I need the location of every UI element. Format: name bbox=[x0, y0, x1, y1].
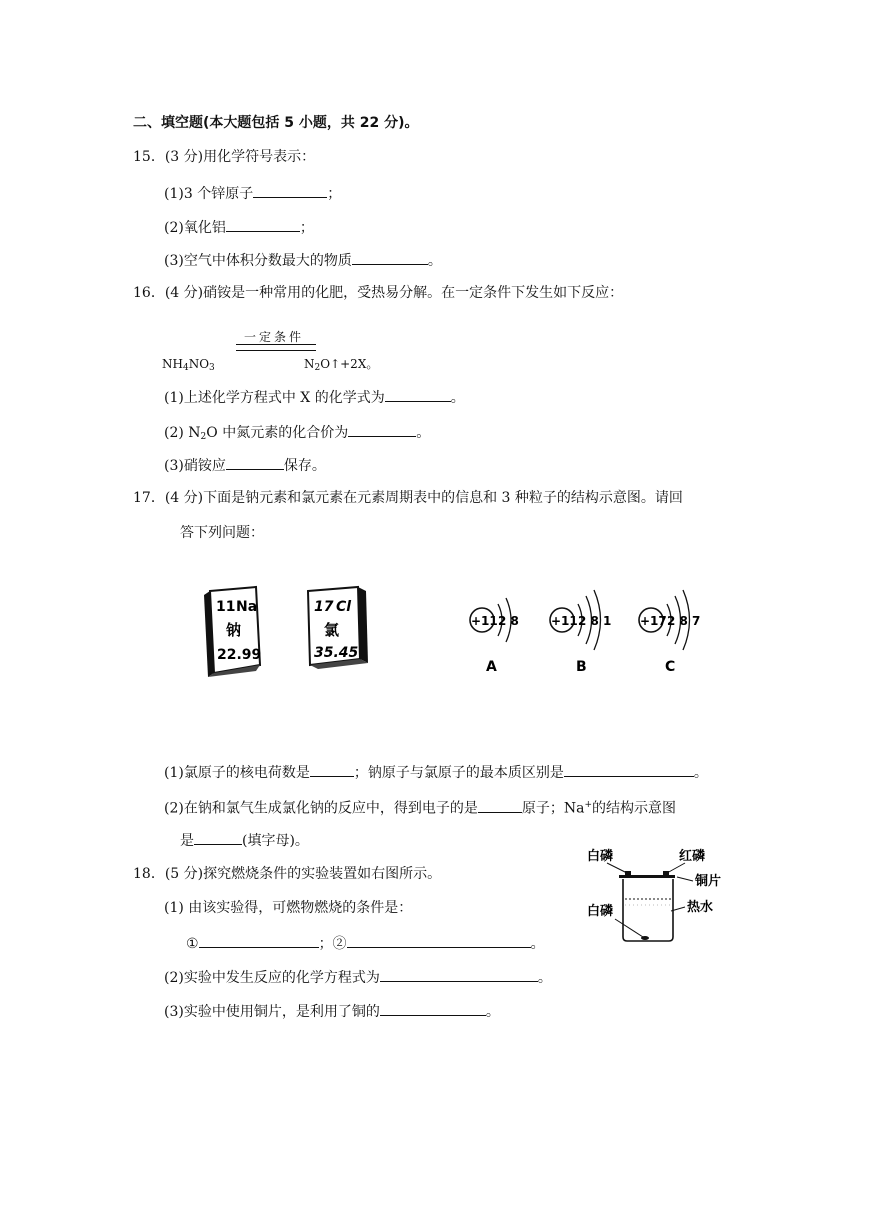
label-white-phosphorus-top: 白磷 bbox=[587, 849, 614, 864]
q17-part2-sup: + bbox=[584, 800, 592, 810]
q16-part1-text: (1)上述化学方程式中 X 的化学式为 bbox=[164, 390, 385, 406]
q16-reactant-b: NO bbox=[188, 357, 210, 371]
q17-part1 bbox=[164, 762, 708, 782]
q17-part1-a: (1)氯原子的核电荷数是 bbox=[164, 765, 310, 781]
q17-part1-blank1[interactable] bbox=[310, 762, 354, 777]
card-na-mass: 22.99 bbox=[217, 647, 262, 663]
q16-product-a: N bbox=[304, 357, 315, 371]
white-phosphorus-piece bbox=[625, 871, 631, 875]
q16-part2-a: (2) N bbox=[164, 425, 201, 441]
particle-a-diagram bbox=[470, 598, 519, 675]
particle-diagrams-figure bbox=[460, 582, 720, 678]
q17-part2 bbox=[164, 796, 676, 818]
q17-part2-b: 原子；Na bbox=[521, 800, 585, 817]
q15-part3 bbox=[164, 250, 442, 270]
q15-part1 bbox=[164, 183, 341, 203]
particle-c-shells: 2 8 7 bbox=[667, 614, 701, 628]
q17-part2-line2-b: (填字母)。 bbox=[242, 833, 309, 849]
q16-product-sub: 2 bbox=[314, 363, 321, 373]
q16-part1-end: 。 bbox=[450, 390, 465, 406]
q17-part2-a: (2)在钠和氯气生成氯化钠的反应中，得到电子的是 bbox=[164, 800, 478, 817]
particle-c-nucleus: +17 bbox=[640, 614, 667, 628]
particle-c-diagram bbox=[639, 590, 700, 675]
particle-b-nucleus: +11 bbox=[551, 614, 578, 628]
card-cl-symbol: Cl bbox=[336, 599, 352, 615]
q18-separator: ；② bbox=[318, 936, 347, 952]
combustion-apparatus-figure bbox=[585, 843, 745, 947]
q18-condition2-blank[interactable] bbox=[347, 933, 531, 948]
q16-reactant bbox=[162, 355, 215, 377]
q15-part3-text: (3)空气中体积分数最大的物质 bbox=[164, 253, 352, 269]
q16-part3 bbox=[164, 455, 326, 475]
q18-part3 bbox=[164, 1001, 500, 1021]
q18-part2 bbox=[164, 967, 552, 987]
q17-part1-b: ；钠原子与氯原子的最本质区别是 bbox=[353, 765, 564, 781]
label-red-phosphorus: 红磷 bbox=[679, 849, 706, 864]
copper-sheet bbox=[619, 875, 675, 878]
white-phosphorus-in-water bbox=[641, 936, 649, 940]
q18-part2-end: 。 bbox=[537, 970, 552, 986]
q18-circle1: ① bbox=[186, 936, 199, 952]
q17-part2-line2 bbox=[180, 830, 309, 850]
q16-part3-blank[interactable] bbox=[226, 455, 284, 470]
card-sodium bbox=[204, 587, 261, 677]
q15-part2-end: ； bbox=[299, 220, 314, 236]
q15-part1-text: (1)3 个锌原子 bbox=[164, 186, 254, 202]
q16-part1 bbox=[164, 387, 465, 407]
q16-product bbox=[304, 355, 378, 377]
card-cl-mass: 35.45 bbox=[314, 645, 359, 661]
particle-b-diagram bbox=[550, 590, 611, 675]
q16-stem: 16．(4 分)硝铵是一种常用的化肥，受热易分解。在一定条件下发生如下反应： bbox=[133, 285, 624, 301]
particle-a-nucleus: +11 bbox=[471, 614, 498, 628]
card-na-number: 11 bbox=[216, 599, 236, 615]
q17-part1-blank2[interactable] bbox=[564, 762, 694, 777]
q18-condition1-blank[interactable] bbox=[199, 933, 319, 948]
q15-part2-text: (2)氧化铝 bbox=[164, 220, 226, 236]
q16-reaction-condition: 一定条件 bbox=[244, 330, 305, 344]
q16-reactant-a: NH bbox=[162, 357, 183, 371]
card-chlorine bbox=[308, 587, 368, 669]
q16-part2-end: 。 bbox=[416, 425, 431, 441]
particle-c-label: C bbox=[665, 659, 676, 675]
q15-part1-end: ； bbox=[327, 186, 342, 202]
particle-b-label: B bbox=[576, 659, 587, 675]
q18-part3-text: (3)实验中使用铜片，是利用了铜的 bbox=[164, 1004, 380, 1020]
q15-part2 bbox=[164, 217, 314, 237]
q16-part2-sub: 2 bbox=[200, 432, 207, 442]
q18-part2-blank[interactable] bbox=[380, 967, 538, 982]
card-na-name: 钠 bbox=[226, 621, 242, 639]
q16-part3-end: 保存。 bbox=[283, 458, 326, 474]
beaker bbox=[623, 879, 673, 941]
particle-a-shells: 2 8 bbox=[498, 614, 519, 628]
particle-b-shells: 2 8 1 bbox=[578, 614, 612, 628]
q16-reactant-sub2: 3 bbox=[209, 363, 215, 373]
element-cards-figure bbox=[200, 585, 380, 677]
card-cl-name: 氯 bbox=[324, 621, 340, 639]
q16-product-b: O↑+2X。 bbox=[320, 357, 379, 371]
q18-part3-end: 。 bbox=[485, 1004, 500, 1020]
particle-a-label: A bbox=[486, 659, 497, 675]
label-white-phosphorus-bottom: 白磷 bbox=[587, 904, 614, 919]
label-hot-water: 热水 bbox=[687, 900, 714, 915]
q17-part2-blank1[interactable] bbox=[478, 798, 522, 813]
q16-part3-text: (3)硝铵应 bbox=[164, 458, 226, 474]
q17-part2-c: 的结构示意图 bbox=[592, 800, 676, 817]
q15-part2-blank[interactable] bbox=[226, 217, 300, 232]
q17-part1-end: 。 bbox=[693, 765, 708, 781]
q16-part2-b: O 中氮元素的化合价为 bbox=[206, 425, 349, 441]
q15-part1-blank[interactable] bbox=[253, 183, 327, 198]
q18-part1: (1) 由该实验得，可燃物燃烧的条件是： bbox=[164, 900, 413, 916]
q15-part3-end: 。 bbox=[427, 253, 442, 269]
q17-stem-line1: 17．(4 分)下面是钠元素和氯元素在元素周期表中的信息和 3 种粒子的结构示意图。请回 bbox=[133, 490, 683, 506]
section-title: 二、填空题(本大题包括 5 小题，共 22 分)。 bbox=[133, 115, 419, 131]
q18-stem: 18．(5 分)探究燃烧条件的实验装置如右图所示。 bbox=[133, 866, 442, 882]
q16-part2-blank[interactable] bbox=[348, 422, 416, 437]
card-na-symbol: Na bbox=[236, 599, 258, 615]
q16-reactant-sub1: 4 bbox=[182, 363, 189, 373]
q15-part3-blank[interactable] bbox=[352, 250, 428, 265]
red-phosphorus-piece bbox=[663, 871, 669, 875]
label-copper-sheet: 铜片 bbox=[695, 874, 722, 889]
q16-equals-sign bbox=[236, 344, 316, 351]
q17-part2-line2-a: 是 bbox=[180, 833, 194, 849]
q17-part2-blank2[interactable] bbox=[194, 830, 242, 845]
q17-stem-line2: 答下列问题： bbox=[180, 525, 264, 541]
q18-part3-blank[interactable] bbox=[380, 1001, 486, 1016]
q16-part2 bbox=[164, 422, 430, 446]
q16-part1-blank[interactable] bbox=[385, 387, 451, 402]
card-cl-number: 17 bbox=[314, 599, 334, 615]
q18-line-end: 。 bbox=[530, 936, 545, 952]
q15-stem: 15．(3 分)用化学符号表示： bbox=[133, 149, 316, 165]
q18-part2-text: (2)实验中发生反应的化学方程式为 bbox=[164, 970, 380, 986]
q18-part1-answers bbox=[186, 933, 545, 953]
